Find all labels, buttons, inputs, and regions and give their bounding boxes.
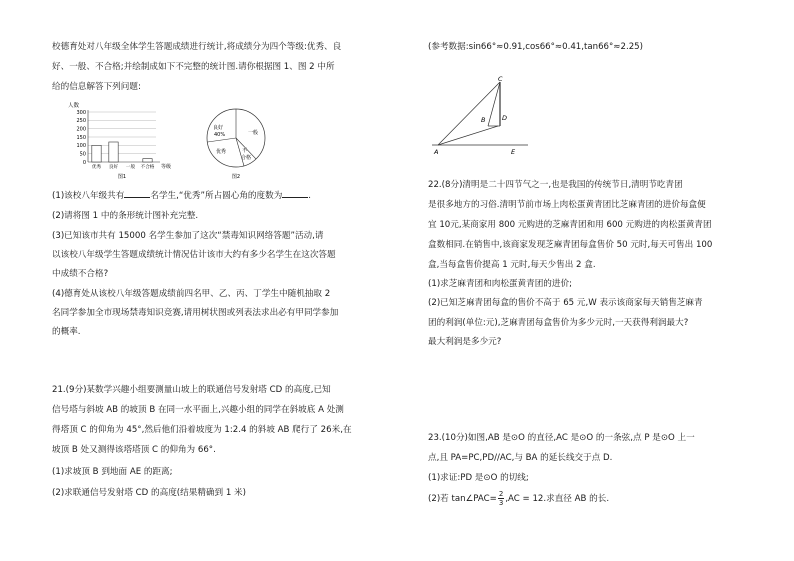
pie-label-fail-2: 合格 — [241, 155, 252, 161]
q20-part3-line3: 中成绩不合格? — [52, 269, 109, 279]
bar-1 — [109, 142, 118, 162]
pie-label-good: 良好 — [213, 125, 224, 131]
tower-slope-svg — [428, 74, 548, 162]
x-tick-label: 优秀 — [91, 165, 102, 170]
q20-intro-line1: 校德育处对八年级全体学生答题成绩进行统计,将成绩分为四个等级:优秀、良 — [52, 42, 342, 52]
point-e-label: E — [511, 148, 516, 156]
figure-1-caption: 图1 — [117, 174, 127, 180]
point-d-label: D — [502, 114, 508, 122]
q20-part1-b: 名学生,“优秀”所占圆心角的度数为 — [150, 191, 283, 201]
q21-line1: 21.(9分)某数学兴趣小组要测量山坡上的联通信号发射塔 CD 的高度,已知 — [52, 385, 331, 395]
q23-line1: 23.(10分)如图,AB 是⊙O 的直径,AC 是⊙O 的一条弦,点 P 是⊙O 上一 — [428, 433, 695, 443]
q22-sub1: (1)求芝麻青团和肉松蛋黄青团的进价; — [428, 279, 572, 289]
bar-chart-svg — [64, 100, 174, 180]
y-tick-label: 100 — [76, 143, 86, 150]
pie-label-fail-1: 不 — [242, 148, 248, 154]
y-tick-label: 0 — [82, 159, 86, 166]
q20-part1-c: . — [308, 191, 312, 201]
pie-label-excellent: 优秀 — [216, 149, 227, 155]
q20-intro-line3: 给的信息解答下列问题: — [52, 82, 141, 92]
q21-line2: 信号塔与斜坡 AB 的坡顶 B 在同一水平面上,兴趣小组的同学在斜坡底 A 处测 — [52, 405, 344, 415]
point-b-label: B — [481, 116, 486, 124]
pie-chart-svg — [200, 104, 280, 180]
sightline-bc — [488, 82, 500, 126]
point-c-label: C — [498, 75, 503, 83]
q22-line4: 盒数相同.在销售中,该商家发现芝麻青团每盒售价 50 元时,每天可售出 100 — [428, 240, 713, 250]
fraction-two-thirds — [498, 490, 504, 507]
bar-0 — [92, 145, 101, 162]
q21-line4: 坡顶 B 处又测得该塔塔顶 C 的仰角为 66°. — [52, 445, 216, 455]
q21-sub1: (1)求坡顶 B 到地面 AE 的距离; — [52, 467, 173, 477]
bar-chart-ylabel: 人数 — [68, 103, 80, 109]
q22-line2: 是很多地方的习俗.清明节前市场上肉松蛋黄青团比芝麻青团的进价每盒便 — [428, 200, 706, 210]
q22-sub2-line3: 最大利润是多少元? — [428, 337, 502, 347]
pie-label-good-pct: 40% — [214, 132, 226, 138]
q22-line3: 宜 10元,某商家用 800 元购进的芝麻青团和用 600 元购进的肉松蛋黄青团 — [428, 220, 712, 230]
q22-line1: 22.(8分)清明是二十四节气之一,也是我国的传统节日,清明节吃青团 — [428, 180, 683, 190]
figure-3-tower-slope — [428, 74, 548, 166]
q22-sub2-line2: 团的利润(单位:元),芝麻青团每盒售价为多少元时,一天获得利润最大? — [428, 318, 689, 328]
q23-sub2-b: ,AC = 12.求直径 AB 的长. — [505, 494, 610, 504]
q23-sub2 — [428, 490, 609, 509]
blank-excellent-angle — [282, 187, 308, 198]
bar-chart-xlabel: 等级 — [161, 164, 172, 170]
q21-sub2: (2)求联通信号发射塔 CD 的高度(结果精确到 1 米) — [52, 488, 246, 498]
q20-intro-line2: 好、一般、不合格;并绘制成如下不完整的统计图.请你根据图 1、图 2 中所 — [52, 62, 335, 72]
x-tick-label: 不合格 — [140, 165, 155, 170]
q20-part2: (2)请将图 1 中的条形统计图补充完整. — [52, 211, 199, 221]
blank-total-students — [124, 187, 150, 198]
q20-part4-line3: 的概率. — [52, 327, 81, 337]
reference-data: (参考数据:sin66°≈0.91,cos66°≈0.41,tan66°≈2.25) — [428, 42, 643, 52]
q23-sub2-a: (2)若 tan∠PAC= — [428, 494, 497, 504]
fraction-numerator: 2 — [498, 490, 504, 498]
q20-part4-line1: (4)德育处从该校八年级答题成绩前四名甲、乙、丙、丁学生中随机抽取 2 — [52, 289, 331, 299]
q20-part1-a: (1)该校八年级共有 — [52, 191, 125, 201]
y-tick-label: 200 — [76, 126, 86, 133]
pie-divider-2 — [208, 138, 237, 142]
q22-line5: 盒,当每盒售价提高 1 元时,每天少售出 2 盒. — [428, 260, 596, 270]
figure-2-pie-chart — [200, 104, 280, 184]
bar-3 — [143, 159, 152, 162]
q20-part4-line2: 名同学参加全市现场禁毒知识竞赛,请用树状图或列表法求出必有甲同学参加 — [52, 308, 339, 318]
q20-part3-line2: 以该校八年级学生答题成绩统计情况估计该市大约有多少名学生在这次答题 — [52, 250, 336, 260]
q22-sub2-line1: (2)已知芝麻青团每盒的售价不高于 65 元,W 表示该商家每天销售芝麻青 — [428, 298, 703, 308]
figure-1-bar-chart — [64, 100, 174, 184]
y-tick-label: 150 — [76, 134, 86, 141]
y-tick-label: 50 — [79, 151, 86, 158]
y-tick-label: 300 — [76, 109, 86, 116]
q23-line2: 点,且 PA=PC,PD//AC,与 BA 的延长线交于点 D. — [428, 453, 613, 463]
point-a-label: A — [434, 148, 439, 156]
fraction-denominator: 3 — [498, 499, 504, 507]
x-tick-label: 一般 — [125, 165, 136, 170]
q20-part3-line1: (3)已知该市共有 15000 名学生参加了这次“禁毒知识网络答题”活动,请 — [52, 231, 324, 241]
q23-sub1: (1)求证:PD 是⊙O 的切线; — [428, 473, 529, 483]
figure-2-caption: 图2 — [231, 174, 241, 180]
pie-label-average: 一般 — [248, 130, 259, 136]
q21-line3: 得塔顶 C 的仰角为 45°,然后他们沿着坡度为 1:2.4 的斜坡 AB 爬行了 26米,在 — [52, 425, 352, 435]
q20-part1 — [52, 187, 311, 206]
x-tick-label: 良好 — [108, 165, 119, 170]
y-tick-label: 250 — [76, 118, 86, 125]
